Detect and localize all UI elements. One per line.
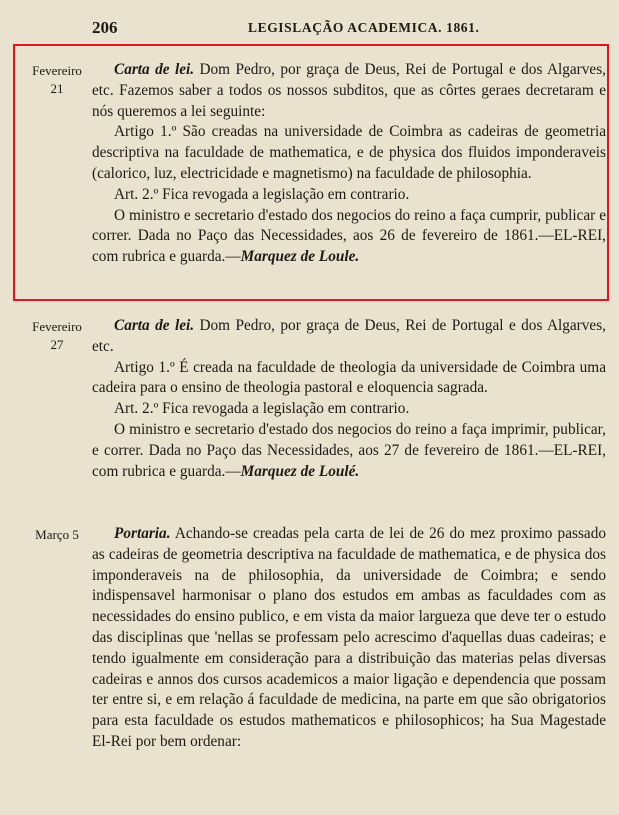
closing-paragraph xyxy=(92,206,606,268)
signature: Marquez de Loule. xyxy=(240,248,360,266)
entry-title: Carta de lei. xyxy=(114,317,195,334)
article-1: Artigo 1.º São creadas na universidade de Coimbra as cadeiras de geometria descriptiva na faculdade de mathematica, e de physica dos fluidos imponderaveis (calorico, luz, electricidade e magnetismo) na faculdade de philosophia. xyxy=(92,123,606,182)
intro-paragraph xyxy=(92,60,606,122)
margin-date xyxy=(22,526,92,544)
intro-text: Dom Pedro, por graça de Deus, Rei de Portugal e dos Algarves, etc. Fazemos saber a todos os nossos subditos, que as côrtes geraes decretaram e nós queremos a lei seguinte: xyxy=(92,61,606,120)
signature: Marquez de Loulé. xyxy=(240,462,360,480)
entry-body xyxy=(92,524,606,753)
page-header xyxy=(0,18,619,42)
date-month: Março 5 xyxy=(35,527,79,542)
margin-date xyxy=(22,62,92,98)
date-month: Fevereiro xyxy=(32,63,82,78)
portaria-text: Achando-se creadas pela carta de lei de 26 do mez proximo passado as cadeiras de geometria descriptiva na faculdade de mathematica, e de physica dos imponderaveis na de philosophia, da universidade de Coimbra; e sendo indispensavel harmonisar o plano dos estudos em ambas as faculdades com as necessidades do ensino publico, e em vista da maior largueza que deve ter o estudo das disciplinas que 'nellas se professam pelo acrescimo d'aquellas duas cadeiras; e tendo igualmente em consideração para a distribuição das materias pelas diversas cadeiras e annos dos cursos academicos a maior ligação e dependencia que possam ter entre si, e em relação á faculdade de medicina, na parte em que são obrigatorios para esta faculdade os estudos mathematicos e philosophicos; ha Sua Magestade El-Rei por bem ordenar: xyxy=(92,525,606,750)
article-2: Art. 2.º Fica revogada a legislação em contrario. xyxy=(114,400,410,418)
intro-text: Dom Pedro, por graça de Deus, Rei de Portugal e dos Algarves, etc. xyxy=(92,317,606,355)
article-1: Artigo 1.º É creada na faculdade de theologia da universidade de Coimbra uma cadeira para o ensino de theologia pastoral e eloquencia sagrada. xyxy=(92,358,606,397)
date-day: 27 xyxy=(50,337,64,352)
entry-body xyxy=(92,60,606,268)
closing-text: O ministro e secretario d'estado dos negocios do reino a faça imprimir, publicar, e correr. Dada no Paço das Necessidades, aos 27 de fevereiro de 1861.—EL-REI, com rubrica e guarda.— xyxy=(92,420,606,480)
margin-date xyxy=(22,318,92,354)
intro-paragraph xyxy=(92,316,606,358)
date-month: Fevereiro xyxy=(32,319,82,334)
running-title: LEGISLAÇÃO ACADEMICA. 1861. xyxy=(248,20,480,35)
closing-text: O ministro e secretario d'estado dos negocios do reino a faça cumprir, publicar e correr. Dada no Paço das Necessidades, aos 26 de fevereiro de 1861.—EL-REI, com rubrica e guarda.— xyxy=(92,206,606,266)
article-2: Art. 2.º Fica revogada a legislação em contrario. xyxy=(114,185,410,203)
closing-paragraph xyxy=(92,420,606,482)
entry-title: Portaria. xyxy=(114,525,171,542)
date-day: 21 xyxy=(50,81,64,96)
portaria-paragraph xyxy=(92,524,606,753)
page-number: 206 xyxy=(92,18,118,37)
entry-body xyxy=(92,316,606,482)
entry-title: Carta de lei. xyxy=(114,61,195,78)
